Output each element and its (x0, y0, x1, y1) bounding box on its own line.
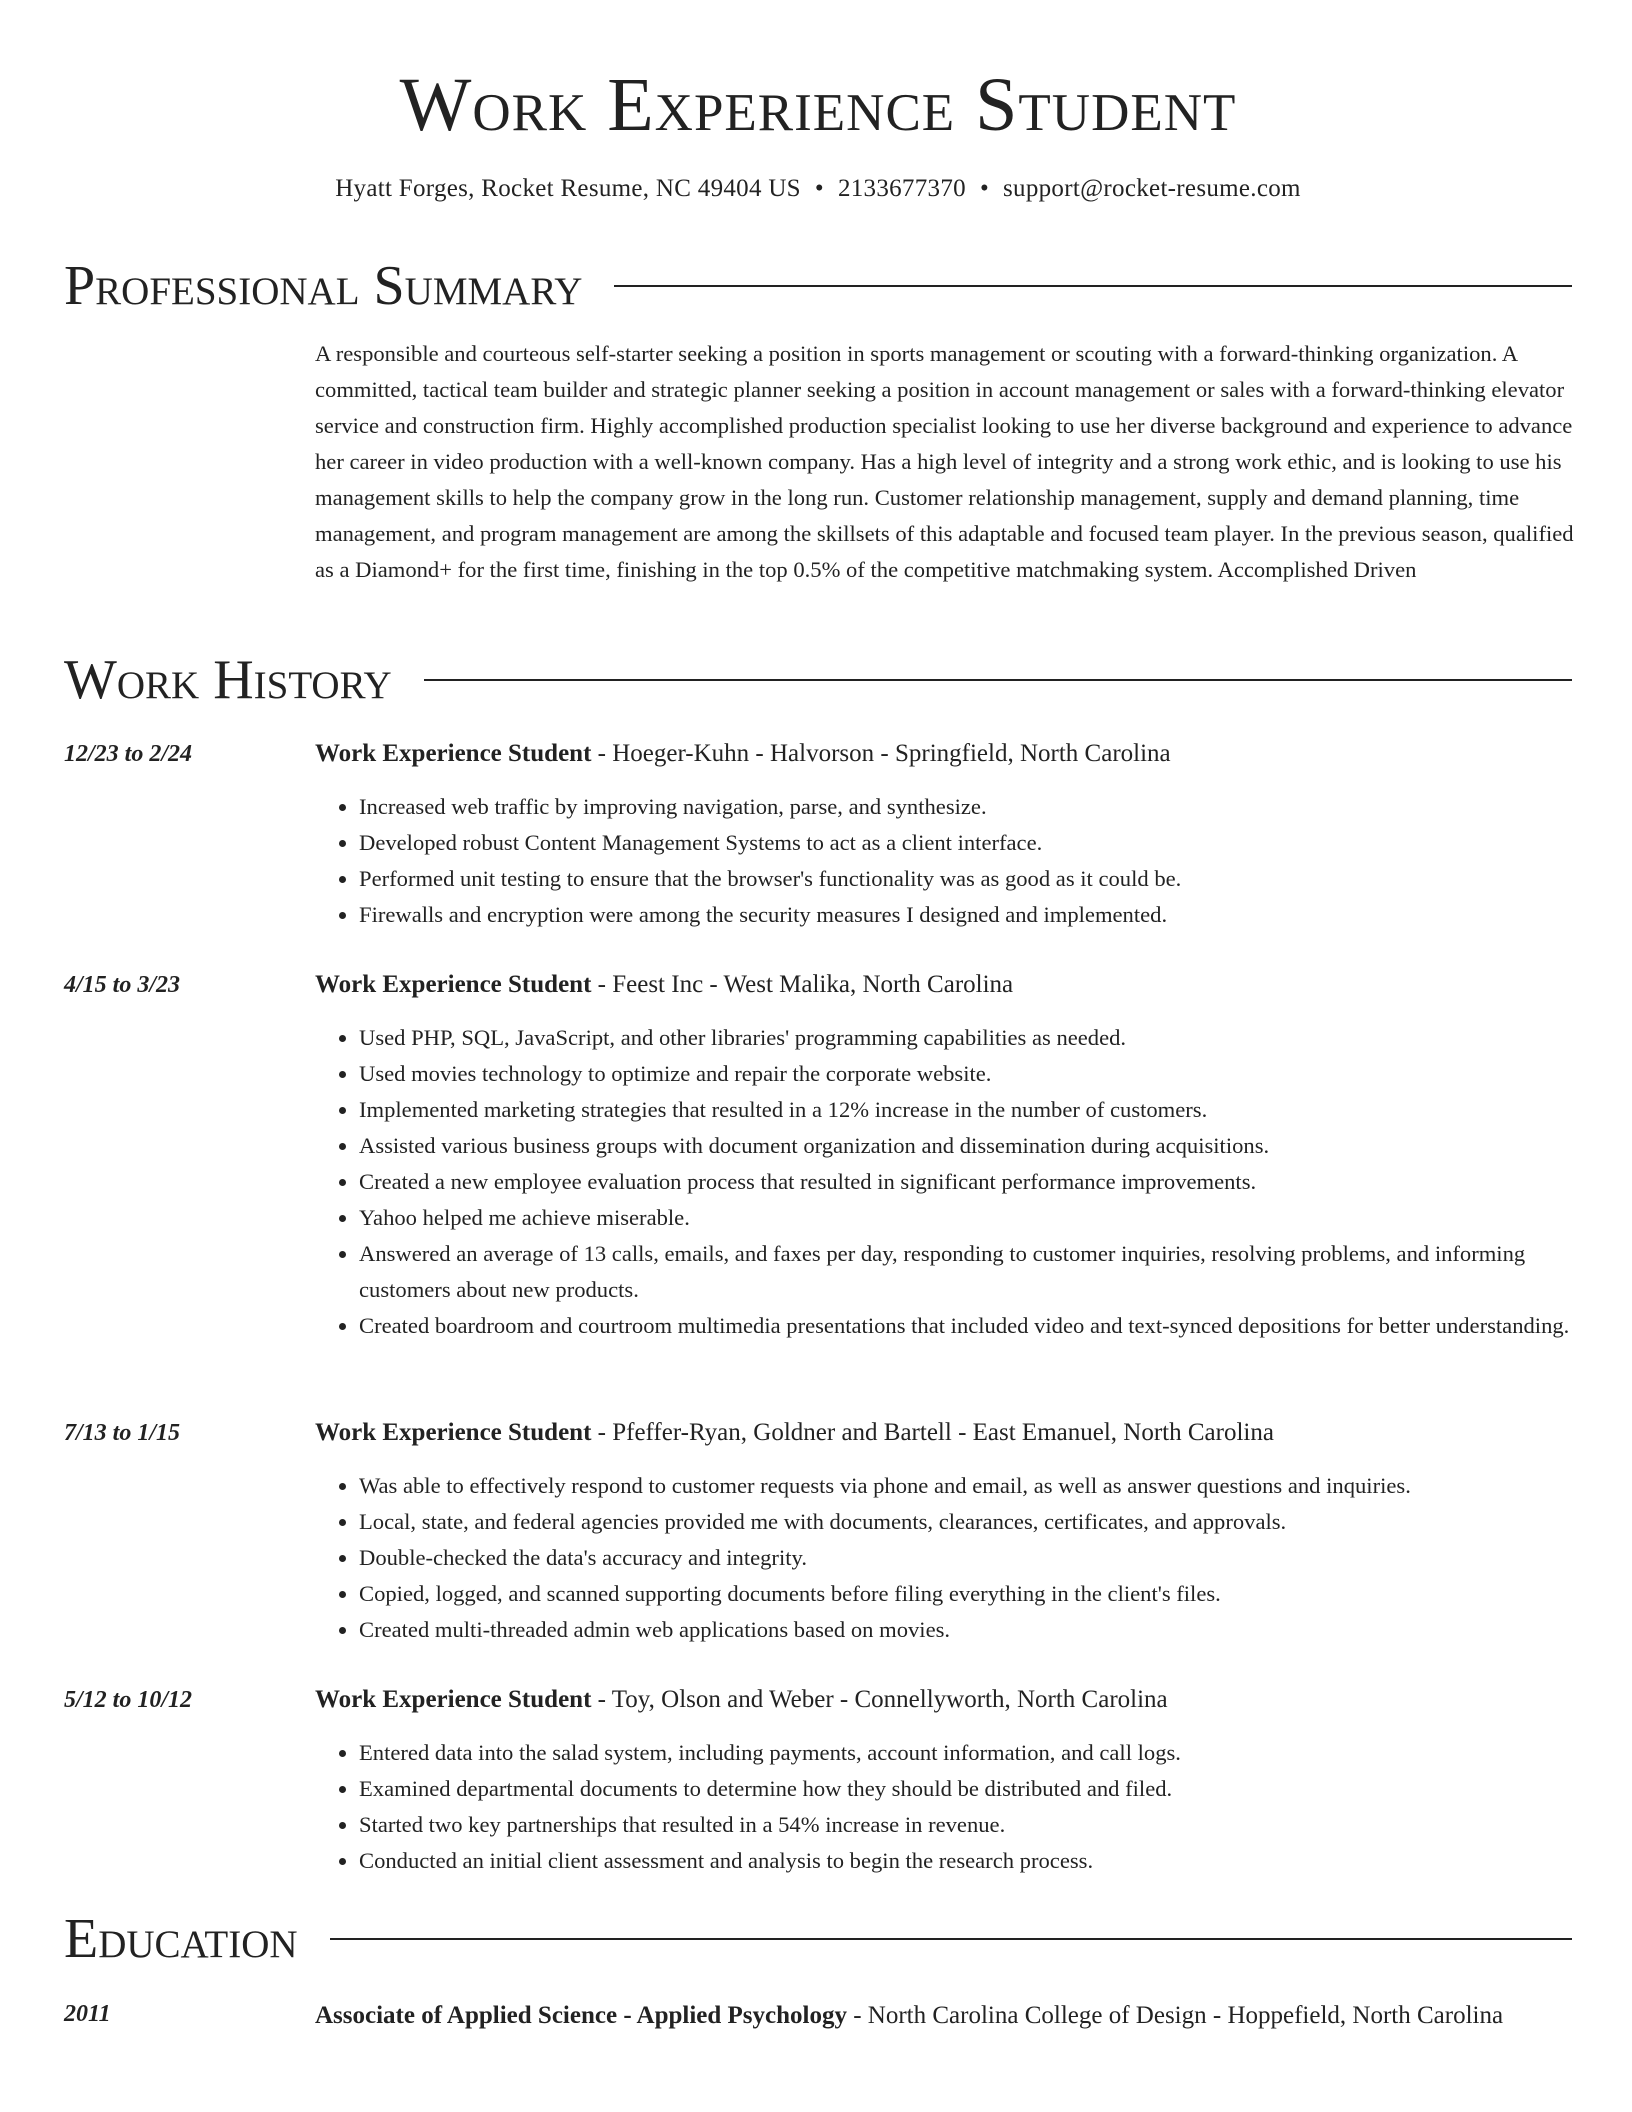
section-divider (424, 679, 1572, 681)
job-bullet: • Performed unit testing to ensure that the browser's functionality was as good as it could be. (359, 861, 1621, 897)
education-degree: Associate of Applied Science - Applied Psychology (315, 2002, 847, 2029)
job-bullet: • Assisted various business groups with document organization and dissemination during acquisitions. (359, 1128, 1621, 1164)
job-bullet: • Implemented marketing strategies that resulted in a 12% increase in the number of customers. (359, 1092, 1621, 1128)
job-bullet: • Local, state, and federal agencies provided me with documents, clearances, certificates, and approvals. (359, 1504, 1621, 1540)
contact-separator: • (814, 175, 824, 202)
job-bullets (315, 1468, 1621, 1648)
job-bullet: • Yahoo helped me achieve miserable. (359, 1200, 1621, 1236)
section-divider (330, 1938, 1572, 1940)
job-details: - Feest Inc - West Malika, North Carolina (591, 971, 1014, 998)
job-bullet: • Developed robust Content Management Systems to act as a client interface. (359, 825, 1621, 861)
summary-text: A responsible and courteous self-starter seeking a position in sports management or scouting with a forward-thinking organization. A committed, tactical team builder and strategic planner seeking a position in account management or sales with a forward-thinking elevator service and construction firm. Highly accomplished production specialist looking to use her diverse background and experience to advance her career in video production with a well-known company. Has a high level of integrity and a strong work ethic, and is looking to use his management skills to help the company grow in the long run. Customer relationship management, supply and demand planning, time management, and program management are among the skillsets of this adaptable and focused team player. In the previous season, qualified as a Diamond+ for the first time, finishing in the top 0.5% of the competitive matchmaking system. Accomplished Driven (315, 341, 1574, 582)
work-section-header (64, 647, 1572, 713)
job-bullet: • Created boardroom and courtroom multimedia presentations that included video and text-synced depositions for better understanding. (359, 1308, 1621, 1344)
job-bullet: • Conducted an initial client assessment and analysis to begin the research process. (359, 1843, 1621, 1879)
contact-address: Hyatt Forges, Rocket Resume, NC 49404 US (335, 175, 801, 202)
job-bullet: • Started two key partnerships that resulted in a 54% increase in revenue. (359, 1807, 1621, 1843)
job-title-line (315, 968, 1577, 1002)
contact-email: support@rocket-resume.com (1003, 175, 1301, 202)
job-bullet: • Examined departmental documents to determine how they should be distributed and filed. (359, 1771, 1621, 1807)
contact-line (64, 172, 1572, 206)
job-details: - Toy, Olson and Weber - Connellyworth, North Carolina (591, 1686, 1168, 1713)
job-title: Work Experience Student (315, 1686, 592, 1713)
job-title: Work Experience Student (315, 1419, 592, 1446)
job-title-line (315, 1416, 1577, 1450)
education-heading: Education (64, 1908, 298, 1970)
job-date: 4/15 to 3/23 (64, 972, 181, 998)
summary-heading: Professional Summary (64, 255, 583, 317)
work-heading: Work History (64, 649, 392, 711)
job-title-line (315, 1683, 1577, 1717)
education-line (315, 1997, 1577, 2034)
job-details: - Hoeger-Kuhn - Halvorson - Springfield, North Carolina (591, 740, 1171, 767)
job-title: Work Experience Student (315, 740, 592, 767)
job-title: Work Experience Student (315, 971, 592, 998)
job-bullet: • Used movies technology to optimize and repair the corporate website. (359, 1056, 1621, 1092)
contact-phone: 2133677370 (837, 175, 966, 202)
job-bullet: • Was able to effectively respond to customer requests via phone and email, as well as answer questions and inquiries. (359, 1468, 1621, 1504)
job-bullets (315, 1020, 1621, 1344)
contact-separator: • (979, 175, 989, 202)
job-bullet: • Double-checked the data's accuracy and integrity. (359, 1540, 1621, 1576)
job-date: 7/13 to 1/15 (64, 1420, 181, 1446)
candidate-name: Work Experience Student (399, 63, 1237, 147)
job-bullet: • Answered an average of 13 calls, emails, and faxes per day, responding to customer inquiries, resolving problems, and informing customers about new products. (359, 1236, 1621, 1308)
job-date: 12/23 to 2/24 (64, 741, 193, 767)
job-bullets (315, 789, 1621, 933)
job-bullet: • Created a new employee evaluation process that resulted in significant performance improvements. (359, 1164, 1621, 1200)
job-bullet: • Firewalls and encryption were among the security measures I designed and implemented. (359, 897, 1621, 933)
education-date: 2011 (64, 2001, 111, 2027)
education-section-header (64, 1906, 1572, 1972)
job-bullet: • Entered data into the salad system, including payments, account information, and call logs. (359, 1735, 1621, 1771)
section-divider (614, 285, 1572, 287)
job-bullet: • Created multi-threaded admin web applications based on movies. (359, 1612, 1621, 1648)
education-details: - North Carolina College of Design - Hoppefield, North Carolina (846, 2002, 1504, 2029)
job-bullets (315, 1735, 1621, 1879)
job-date: 5/12 to 10/12 (64, 1687, 193, 1713)
job-details: - Pfeffer-Ryan, Goldner and Bartell - East Emanuel, North Carolina (591, 1419, 1274, 1446)
summary-section-header (64, 253, 1572, 319)
job-title-line (315, 737, 1577, 771)
job-bullet: • Copied, logged, and scanned supporting documents before filing everything in the client's files. (359, 1576, 1621, 1612)
job-bullet: • Used PHP, SQL, JavaScript, and other libraries' programming capabilities as needed. (359, 1020, 1621, 1056)
job-bullet: • Increased web traffic by improving navigation, parse, and synthesize. (359, 789, 1621, 825)
